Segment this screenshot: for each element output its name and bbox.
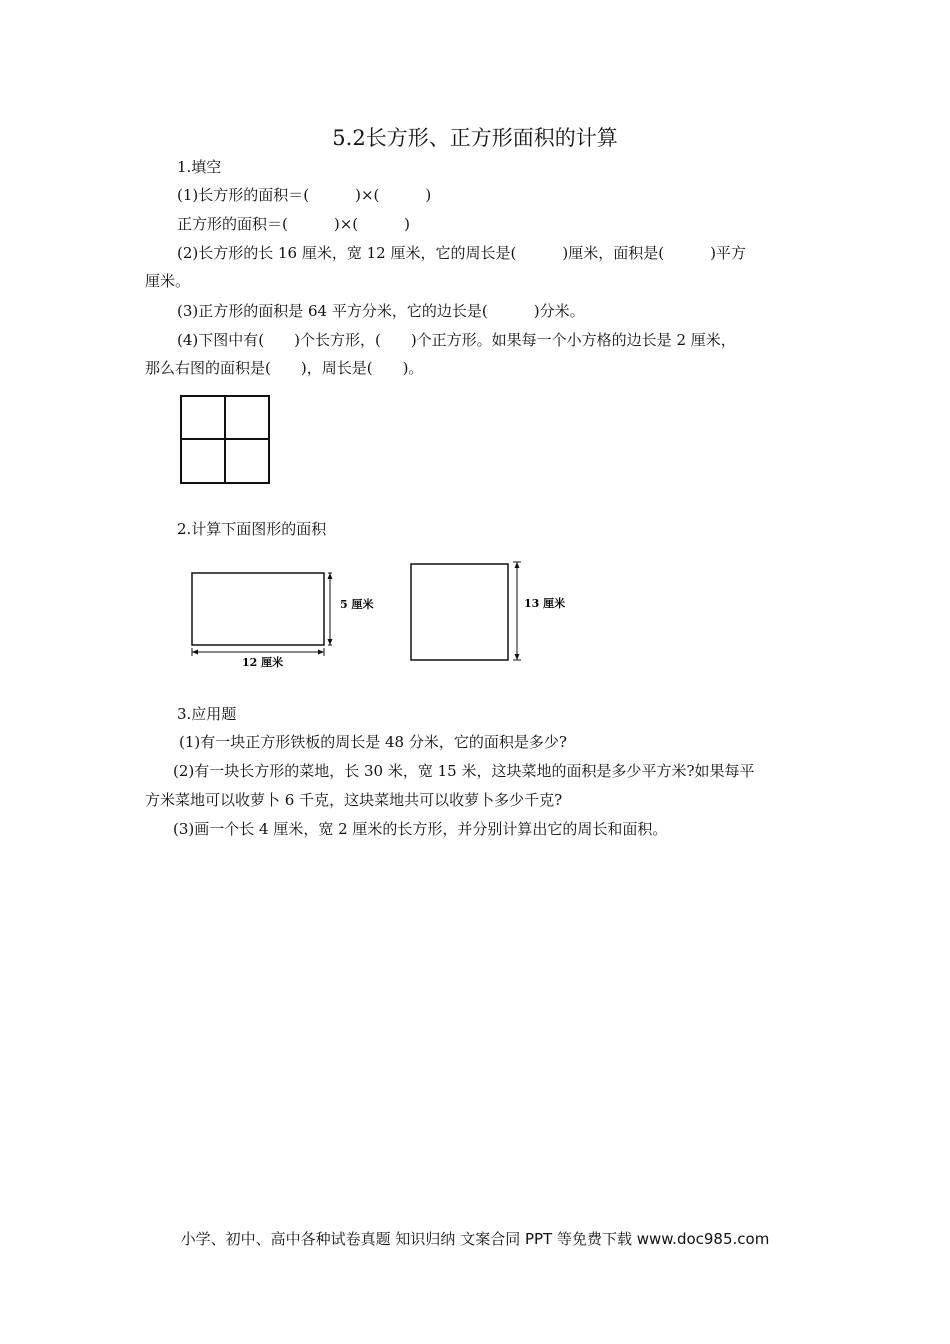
text: )，周长是( bbox=[300, 359, 373, 377]
text: )×( bbox=[333, 215, 359, 233]
question-1-2-line-1 bbox=[177, 243, 746, 263]
section3-heading: 3.应用题 bbox=[177, 705, 237, 723]
text: )个长方形，( bbox=[294, 331, 381, 349]
rect-height-label: 5 厘米 bbox=[340, 598, 374, 611]
text: )平方 bbox=[710, 244, 746, 262]
section2-heading: 2.计算下面图形的面积 bbox=[177, 520, 327, 538]
text: (1)长方形的面积＝( bbox=[177, 186, 310, 204]
question-1-4-line-2 bbox=[145, 358, 423, 378]
arrow-up-icon bbox=[328, 573, 333, 579]
question-1-3 bbox=[177, 301, 585, 321]
question-1-2-line-2: 厘米。 bbox=[145, 272, 191, 290]
text: (3)正方形的面积是 64 平方分米，它的边长是( bbox=[177, 302, 488, 320]
page-title: 5.2长方形、正方形面积的计算 bbox=[332, 126, 618, 150]
arrow-right-icon bbox=[318, 650, 324, 655]
text: (2)长方形的长 16 厘米，宽 12 厘米，它的周长是( bbox=[177, 244, 517, 262]
section1-heading: 1.填空 bbox=[177, 158, 222, 176]
question-3-3: (3)画一个长 4 厘米，宽 2 厘米的长方形，并分别计算出它的周长和面积。 bbox=[173, 820, 668, 838]
square-figure bbox=[406, 558, 576, 666]
text: )。 bbox=[402, 359, 424, 377]
text: )厘米，面积是( bbox=[562, 244, 665, 262]
text: ) bbox=[425, 186, 432, 204]
text: ) bbox=[404, 215, 410, 233]
text: (4)下图中有( bbox=[177, 331, 265, 349]
footer-banner: 小学、初中、高中各种试卷真题 知识归纳 文案合同 PPT 等免费下载 www.doc985.com bbox=[180, 1230, 770, 1248]
grid-figure bbox=[178, 394, 272, 486]
question-1-1-square-area bbox=[177, 214, 410, 234]
question-1-4-line-1 bbox=[177, 330, 736, 350]
question-1-1-rect-area bbox=[177, 185, 431, 205]
arrow-left-icon bbox=[192, 650, 198, 655]
square-side-label: 13 厘米 bbox=[524, 597, 566, 610]
rectangle-figure bbox=[186, 565, 386, 673]
rect-width-label: 12 厘米 bbox=[242, 656, 284, 669]
text: 正方形的面积＝( bbox=[177, 215, 288, 233]
question-3-1: (1)有一块正方形铁板的周长是 48 分米，它的面积是多少? bbox=[179, 733, 567, 751]
arrow-down-icon bbox=[515, 654, 520, 660]
arrow-down-icon bbox=[328, 639, 333, 645]
text: 那么右图的面积是( bbox=[145, 359, 271, 377]
text: )个正方形。如果每一个小方格的边长是 2 厘米， bbox=[410, 331, 736, 349]
rectangle-shape bbox=[192, 573, 324, 645]
question-3-2-line-1: (2)有一块长方形的菜地，长 30 米，宽 15 米，这块菜地的面积是多少平方米?如果每平 bbox=[173, 762, 755, 780]
text: )×( bbox=[355, 186, 380, 204]
arrow-up-icon bbox=[515, 562, 520, 568]
text: )分米。 bbox=[533, 302, 585, 320]
question-3-2-line-2: 方米菜地可以收萝卜 6 千克，这块菜地共可以收萝卜多少千克? bbox=[145, 791, 563, 809]
square-shape bbox=[411, 564, 508, 660]
